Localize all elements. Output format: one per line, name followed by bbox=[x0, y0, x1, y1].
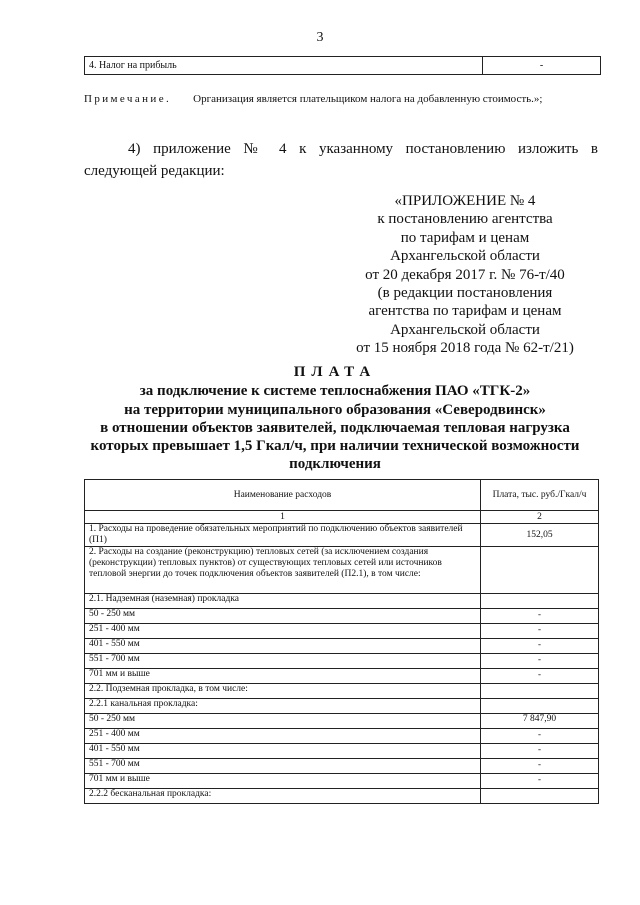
annex-line: по тарифам и ценам bbox=[400, 229, 530, 246]
table-row bbox=[85, 759, 599, 774]
table-row bbox=[85, 57, 601, 75]
fee-value-cell: 7 847,90 bbox=[481, 714, 599, 729]
note-text: Организация является плательщиком налога на добавленную стоимость.»; bbox=[193, 93, 543, 105]
annex-line: агентства по тарифам и ценам bbox=[368, 303, 562, 320]
annex-line: к постановлению агентства bbox=[377, 211, 553, 228]
column-number-1: 1 bbox=[85, 511, 481, 524]
table-row bbox=[85, 714, 599, 729]
annex-line: от 20 декабря 2017 г. № 76-т/40 bbox=[365, 266, 565, 283]
paragraph-line-1: 4) приложение № 4 к указанному постановлению изложить в bbox=[128, 141, 598, 157]
title-heading: ПЛАТА bbox=[293, 364, 377, 380]
table-row bbox=[85, 547, 599, 594]
annex-line: Архангельской области bbox=[390, 321, 540, 338]
annex-header bbox=[330, 192, 600, 358]
fee-value-cell bbox=[481, 594, 599, 609]
annex-line: Архангельской области bbox=[390, 248, 540, 265]
fee-value-cell: - bbox=[481, 609, 599, 624]
note bbox=[84, 93, 604, 105]
fee-value-cell: - bbox=[481, 744, 599, 759]
title-line: подключения bbox=[289, 456, 381, 473]
expense-name-cell: 401 - 550 мм bbox=[85, 744, 481, 759]
table-row bbox=[85, 729, 599, 744]
table-row bbox=[85, 639, 599, 654]
expense-name-cell: 2. Расходы на создание (реконструкцию) тепловых сетей (за исключением создания (реконструкции) тепловых пунктов) от существующих тепловых сетей или источников тепловой энергии до точек подключения объектов заявителей (П2.1), в том числе: bbox=[85, 547, 481, 594]
annex-line: от 15 ноября 2018 года № 62-т/21) bbox=[356, 340, 574, 357]
tax-table bbox=[84, 56, 601, 75]
table-row bbox=[85, 594, 599, 609]
expense-name-cell: 2.2.1 канальная прокладка: bbox=[85, 699, 481, 714]
fee-value-cell: - bbox=[481, 774, 599, 789]
expense-name-cell: 551 - 700 мм bbox=[85, 759, 481, 774]
fee-value-cell: - bbox=[481, 639, 599, 654]
title-line: которых превышает 1,5 Гкал/ч, при наличии технической возможности bbox=[90, 438, 580, 455]
fee-value-cell: - bbox=[481, 669, 599, 684]
title-line: за подключение к системе теплоснабжения ПАО «ТГК-2» bbox=[139, 383, 531, 400]
expense-name-cell: 2.1. Надземная (наземная) прокладка bbox=[85, 594, 481, 609]
tax-value: - bbox=[483, 57, 601, 75]
expense-name-cell: 251 - 400 мм bbox=[85, 624, 481, 639]
fee-value-cell: 152,05 bbox=[481, 524, 599, 547]
expense-name-cell: 50 - 250 мм bbox=[85, 714, 481, 729]
table-row bbox=[85, 684, 599, 699]
fee-value-cell: - bbox=[481, 654, 599, 669]
annex-line: (в редакции постановления bbox=[377, 285, 553, 302]
table-row bbox=[85, 774, 599, 789]
fee-value-cell bbox=[481, 789, 599, 804]
expense-name-cell: 251 - 400 мм bbox=[85, 729, 481, 744]
expense-name-cell: 701 мм и выше bbox=[85, 774, 481, 789]
table-row bbox=[85, 699, 599, 714]
amendment-paragraph bbox=[84, 138, 598, 182]
fee-value-cell bbox=[481, 699, 599, 714]
fee-value-cell bbox=[481, 547, 599, 594]
title-line: в отношении объектов заявителей, подключаемая тепловая нагрузка bbox=[100, 419, 570, 436]
fee-value-cell: - bbox=[481, 729, 599, 744]
expense-name-cell: 2.2. Подземная прокладка, в том числе: bbox=[85, 684, 481, 699]
table-row bbox=[85, 744, 599, 759]
table-row bbox=[85, 609, 599, 624]
page-number: 3 bbox=[316, 30, 324, 45]
title-line: на территории муниципального образования «Северодвинск» bbox=[124, 401, 546, 418]
column-number-2: 2 bbox=[481, 511, 599, 524]
column-number-row bbox=[85, 511, 599, 524]
note-label: Примечание. bbox=[84, 93, 172, 105]
annex-line: «ПРИЛОЖЕНИЕ № 4 bbox=[394, 193, 536, 209]
table-row bbox=[85, 654, 599, 669]
document-title bbox=[72, 363, 598, 474]
table-row bbox=[85, 624, 599, 639]
header-fee: Плата, тыс. руб./Гкал/ч bbox=[481, 480, 599, 511]
paragraph-line-2: следующей редакции: bbox=[84, 163, 225, 179]
table-row bbox=[85, 669, 599, 684]
tax-label: 4. Налог на прибыль bbox=[85, 57, 483, 75]
expense-name-cell: 50 - 250 мм bbox=[85, 609, 481, 624]
table-header-row bbox=[85, 480, 599, 511]
expense-name-cell: 2.2.2 бесканальная прокладка: bbox=[85, 789, 481, 804]
fee-table bbox=[84, 479, 599, 804]
expense-name-cell: 701 мм и выше bbox=[85, 669, 481, 684]
fee-value-cell bbox=[481, 684, 599, 699]
fee-value-cell: - bbox=[481, 759, 599, 774]
table-row bbox=[85, 524, 599, 547]
table-row bbox=[85, 789, 599, 804]
fee-value-cell: - bbox=[481, 624, 599, 639]
expense-name-cell: 1. Расходы на проведение обязательных мероприятий по подключению объектов заявителей (П1) bbox=[85, 524, 481, 547]
expense-name-cell: 401 - 550 мм bbox=[85, 639, 481, 654]
expense-name-cell: 551 - 700 мм bbox=[85, 654, 481, 669]
header-expense-name: Наименование расходов bbox=[85, 480, 481, 511]
